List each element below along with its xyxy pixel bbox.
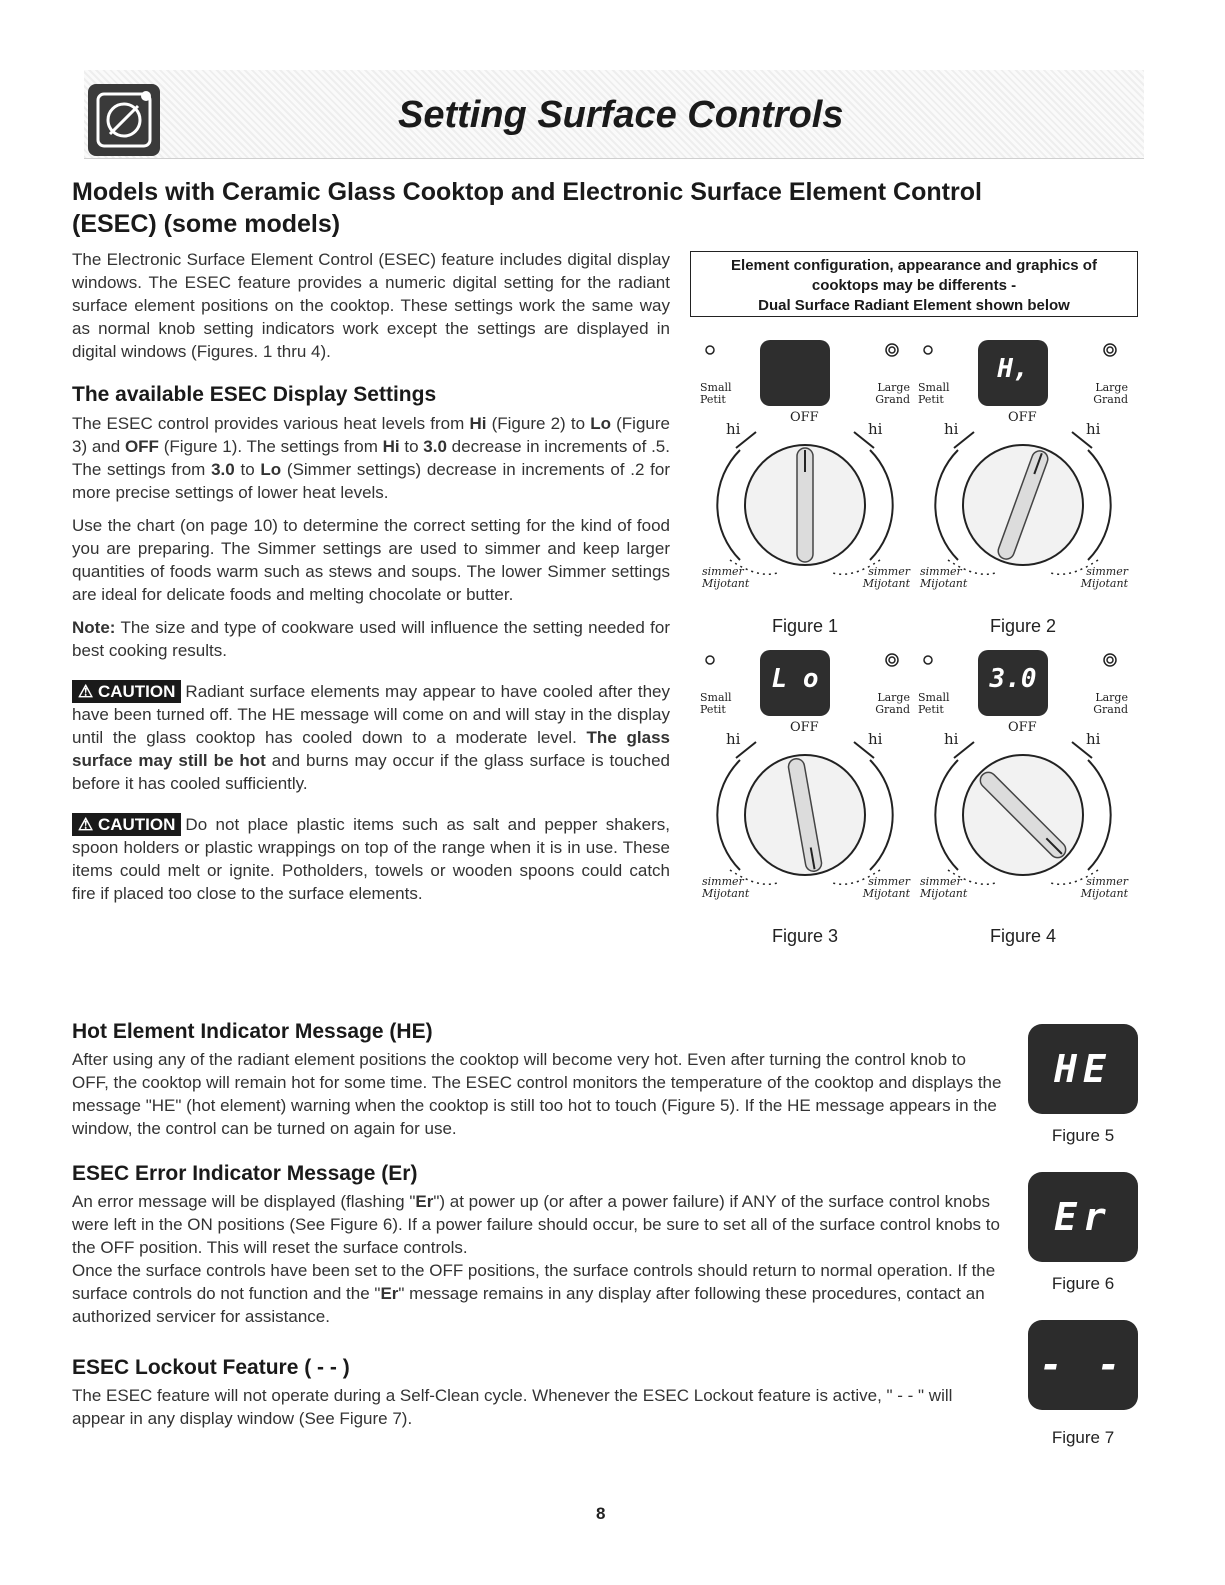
config-line-2: cooktops may be differents -	[811, 277, 1017, 294]
simmer-label-right: simmer Mijotant	[1080, 875, 1128, 900]
figure-caption: Figure 1	[772, 616, 839, 636]
config-line-3: Dual Surface Radiant Element shown below	[758, 297, 1070, 314]
display-value: L o	[771, 664, 819, 694]
figure-caption: Figure 5	[1051, 1126, 1115, 1145]
large-element-icon	[1104, 344, 1116, 356]
lockout-heading: ESEC Lockout Feature ( - - )	[72, 1356, 350, 1379]
page-title: Setting Surface Controls	[398, 94, 844, 136]
note-paragraph: Note: The size and type of cookware used will influence the setting needed for best cooking results.	[72, 618, 670, 660]
figure-4	[918, 650, 1128, 950]
chart-usage-paragraph: Use the chart (on page 10) to determine the correct setting for the kind of food you are preparing. The Simmer settings are used to simmer and keep larger quantities of foods warm such as stews and soups. The lower Simmer settings are ideal for delicate foods and melting chocolate or butter.	[72, 516, 670, 604]
figure-6	[1028, 1172, 1138, 1294]
intro-paragraph: The Electronic Surface Element Control (ESEC) feature includes digital display windows. The ESEC feature provides a numeric digital setting for the radiant surface element positions on the cooktop. These settings work the same way as normal knob setting indicators work except the settings are displayed in digital windows (Figures. 1 thru 4).	[72, 250, 670, 361]
hi-label-small: hi	[944, 420, 959, 438]
page-number: 8	[596, 1504, 606, 1523]
er-paragraph-2: Once the surface controls have been set to the OFF positions, the surface controls should return to normal operation. If the surface controls do not function and the "Er" message remains in any display after following these procedures, contact an authorized servicer for assistance.	[72, 1261, 996, 1326]
large-label: Large Grand	[875, 381, 910, 406]
he-section	[72, 1020, 1002, 1140]
he-heading: Hot Element Indicator Message (HE)	[72, 1020, 433, 1043]
caution-paragraph-1: ⚠ CAUTION Radiant surface elements may appear to have cooled after they have been turned off. The HE message will come on and will stay in the display until the glass cooktop has cooled down to a moderate level. The glass surface may still be hot and burns may occur if the glass surface is touched before it has cooled sufficiently.	[72, 682, 670, 793]
hi-label-small: hi	[726, 420, 741, 438]
off-label: OFF	[1008, 410, 1037, 425]
simmer-label-right: simmer Mijotant	[862, 875, 910, 900]
he-display: HE	[1028, 1024, 1138, 1114]
hi-label-small: hi	[944, 730, 959, 748]
large-label: Large Grand	[875, 691, 910, 716]
off-label: OFF	[790, 720, 819, 735]
small-label: Small Petit	[918, 381, 950, 406]
figure-caption: Figure 6	[1051, 1274, 1115, 1293]
figure-caption: Figure 4	[990, 926, 1057, 946]
off-label: OFF	[790, 410, 819, 425]
figure-caption: Figure 7	[1051, 1428, 1115, 1447]
section-title: Models with Ceramic Glass Cooktop and Electronic Surface Element Control (ESEC) (some models)	[72, 178, 982, 238]
available-settings-paragraph: The ESEC control provides various heat levels from Hi (Figure 2) to Lo (Figure 3) and OFF (Figure 1). The settings from Hi to 3.0 decrease in increments of .5. The settings from 3.0 to Lo (Simmer settings) decrease in increments of .2 for more precise settings of lower heat levels.	[72, 414, 671, 502]
hi-label-large: hi	[868, 420, 883, 438]
caution-badge: ⚠ CAUTION	[72, 680, 181, 703]
large-element-icon	[886, 344, 898, 356]
small-label: Small Petit	[918, 691, 950, 716]
large-label: Large Grand	[1093, 691, 1128, 716]
caution-badge: ⚠ CAUTION	[72, 813, 181, 836]
simmer-label-left: simmer Mijotant	[920, 565, 968, 590]
figure-caption: Figure 3	[772, 926, 839, 946]
config-line-1: Element configuration, appearance and graphics of	[731, 257, 1097, 274]
large-element-icon	[1104, 654, 1116, 666]
configuration-note-box	[690, 251, 1138, 317]
er-display: Er	[1028, 1172, 1138, 1262]
small-element-icon	[924, 346, 932, 354]
hi-label-large: hi	[1086, 730, 1101, 748]
left-column	[72, 248, 670, 915]
dial-diagram	[700, 340, 910, 600]
digital-display-window	[760, 340, 830, 406]
simmer-label-left: simmer Mijotant	[702, 875, 750, 900]
simmer-label-left: simmer Mijotant	[702, 565, 750, 590]
simmer-label-right: simmer Mijotant	[862, 565, 910, 590]
lockout-display: - -	[1028, 1320, 1138, 1410]
figure-5	[1028, 1024, 1138, 1146]
hi-label-large: hi	[1086, 420, 1101, 438]
large-label: Large Grand	[1093, 381, 1128, 406]
he-paragraph: After using any of the radiant element positions the cooktop will become very hot. Even after turning the control knob to OFF, the cooktop will remain hot for some time. The ESEC control monitors the temperature of the cooktop and displays the message "HE" (hot element) warning when the cooktop is still too hot to touch (Figure 5). If the HE message appears in the window, the control can be turned on again for use.	[72, 1050, 1002, 1138]
small-element-icon	[924, 656, 932, 664]
lockout-paragraph: The ESEC feature will not operate during a Self-Clean cycle. Whenever the ESEC Lockout feature is active, " - - " will appear in any display window (See Figure 7).	[72, 1386, 953, 1428]
off-label: OFF	[1008, 720, 1037, 735]
er-heading: ESEC Error Indicator Message (Er)	[72, 1162, 418, 1185]
large-element-icon	[886, 654, 898, 666]
lockout-section	[72, 1356, 1002, 1430]
caution-paragraph-2: ⚠ CAUTION Do not place plastic items such as salt and pepper shakers, spoon holders or plastic wrappings on top of the range when it is in use. These items could melt or ignite. Potholders, towels or wooden spoons could catch fire if placed too close to the surface elements.	[72, 815, 670, 903]
er-section	[72, 1162, 1002, 1328]
hi-label-large: hi	[868, 730, 883, 748]
simmer-label-right: simmer Mijotant	[1080, 565, 1128, 590]
display-value: 3.0	[989, 664, 1037, 694]
cooktop-manual-icon	[88, 84, 160, 156]
small-label: Small Petit	[700, 381, 732, 406]
available-settings-heading: The available ESEC Display Settings	[72, 383, 437, 406]
er-paragraph-1: An error message will be displayed (flashing "Er") at power up (or after a power failure) if ANY of the surface control knobs were left in the ON positions (See Figure 6). If a power failure should occur, be sure to set all of the surface control knobs to the OFF position. This will reset the surface controls.	[72, 1192, 1000, 1257]
figure-7	[1028, 1320, 1138, 1448]
small-element-icon	[706, 656, 714, 664]
figure-1	[700, 340, 910, 640]
display-value: H,	[997, 354, 1029, 384]
simmer-label-left: simmer Mijotant	[920, 875, 968, 900]
small-label: Small Petit	[700, 691, 732, 716]
figure-caption: Figure 2	[990, 616, 1057, 636]
small-element-icon	[706, 346, 714, 354]
figure-2	[918, 340, 1128, 640]
figure-3	[700, 650, 910, 950]
hi-label-small: hi	[726, 730, 741, 748]
